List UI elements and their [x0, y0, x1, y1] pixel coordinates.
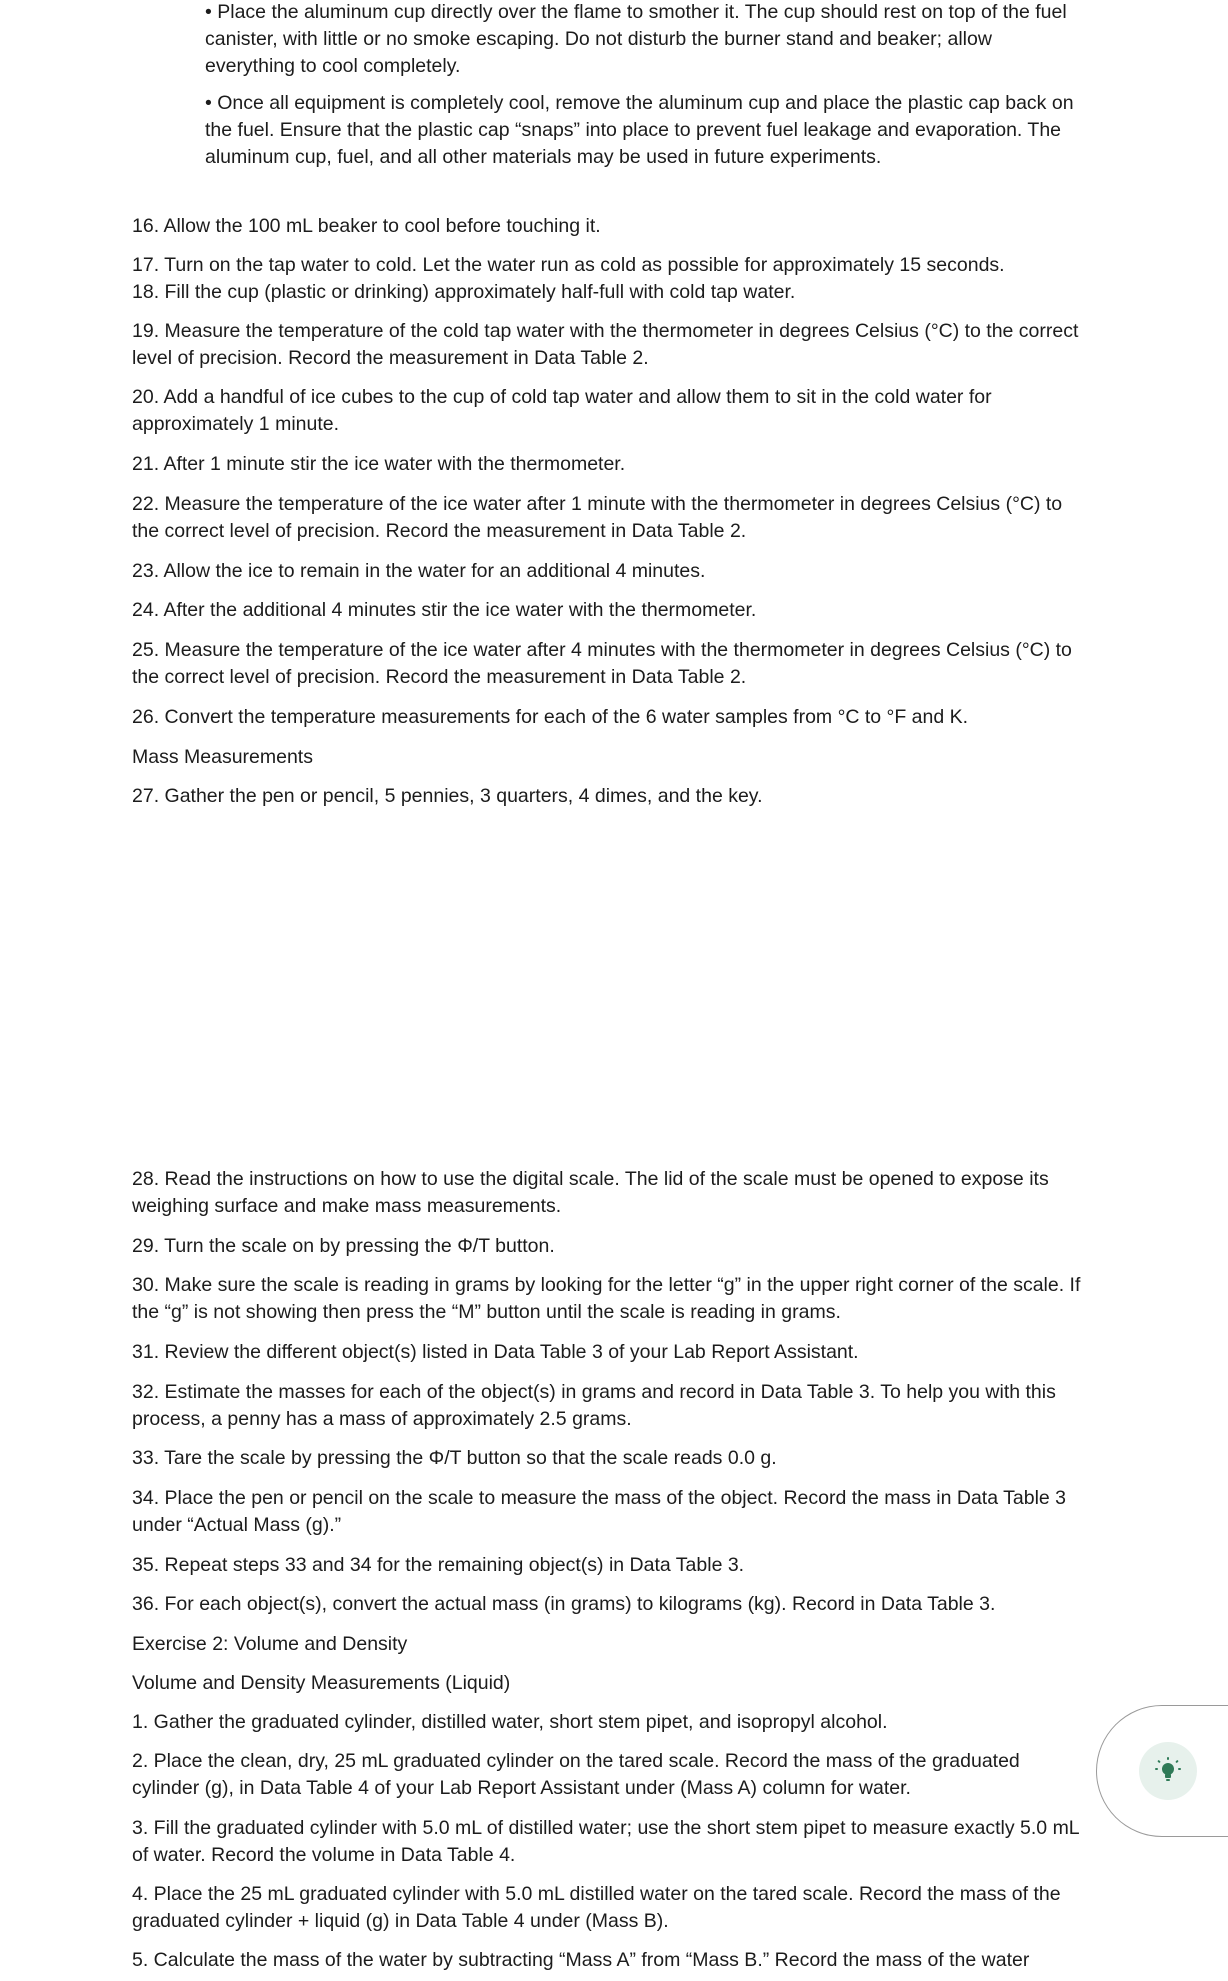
- step-27: 27. Gather the pen or pencil, 5 pennies, 3 quarters, 4 dimes, and the key.: [132, 785, 763, 807]
- step-18: 18. Fill the cup (plastic or drinking) approximately half-full with cold tap water.: [132, 281, 796, 303]
- step-29: 29. Turn the scale on by pressing the Φ/T button.: [132, 1235, 555, 1257]
- step-34: 34. Place the pen or pencil on the scale to measure the mass of the object. Record the mass in Data Table 3 under “Actual Mass (g).”: [132, 1487, 1067, 1536]
- step-30: 30. Make sure the scale is reading in grams by looking for the letter “g” in the upper right corner of the scale. If the “g” is not showing then press the “M” button until the scale is reading in grams.: [132, 1274, 1081, 1323]
- lightbulb-icon: [1153, 1756, 1183, 1786]
- step-24: 24. After the additional 4 minutes stir the ice water with the thermometer.: [132, 599, 757, 621]
- step-28: 28. Read the instructions on how to use the digital scale. The lid of the scale must be opened to expose its weighing surface and make mass measurements.: [132, 1168, 1049, 1217]
- step-36: 36. For each object(s), convert the actual mass (in grams) to kilograms (kg). Record in Data Table 3.: [132, 1593, 996, 1615]
- step-20: 20. Add a handful of ice cubes to the cup of cold tap water and allow them to sit in the cold water for approximately 1 minute.: [132, 386, 992, 435]
- step-21: 21. After 1 minute stir the ice water with the thermometer.: [132, 453, 626, 475]
- mass-measurements-heading: Mass Measurements: [132, 746, 313, 768]
- step-32: 32. Estimate the masses for each of the object(s) in grams and record in Data Table 3. To help you with this process, a penny has a mass of approximately 2.5 grams.: [132, 1381, 1056, 1430]
- exercise-2-step-5: 5. Calculate the mass of the water by subtracting “Mass A” from “Mass B.” Record the mass of the water: [132, 1949, 1030, 1971]
- bullet-smother-flame: • Place the aluminum cup directly over the flame to smother it. The cup should rest on top of the fuel canister, with little or no smoke escaping. Do not disturb the burner stand and beaker; allow everything to cool completely.: [205, 1, 1067, 77]
- step-17: 17. Turn on the tap water to cold. Let the water run as cold as possible for approximately 15 seconds.: [132, 254, 1005, 276]
- exercise-2-step-3: 3. Fill the graduated cylinder with 5.0 mL of distilled water; use the short stem pipet to measure exactly 5.0 mL of water. Record the volume in Data Table 4.: [132, 1817, 1079, 1866]
- step-22: 22. Measure the temperature of the ice water after 1 minute with the thermometer in degrees Celsius (°C) to the correct level of precision. Record the measurement in Data Table 2.: [132, 493, 1063, 542]
- step-35: 35. Repeat steps 33 and 34 for the remaining object(s) in Data Table 3.: [132, 1554, 745, 1576]
- exercise-2-step-2: 2. Place the clean, dry, 25 mL graduated cylinder on the tared scale. Record the mass of the graduated cylinder (g), in Data Table 4 of your Lab Report Assistant under (Mass A) column for water.: [132, 1750, 1020, 1799]
- step-19: 19. Measure the temperature of the cold tap water with the thermometer in degrees Celsius (°C) to the correct level of precision. Record the measurement in Data Table 2.: [132, 320, 1079, 369]
- exercise-2-step-1: 1. Gather the graduated cylinder, distilled water, short stem pipet, and isopropyl alcohol.: [132, 1711, 888, 1733]
- step-23: 23. Allow the ice to remain in the water for an additional 4 minutes.: [132, 560, 706, 582]
- hint-button[interactable]: [1139, 1742, 1197, 1800]
- step-26: 26. Convert the temperature measurements for each of the 6 water samples from °C to °F and K.: [132, 706, 969, 728]
- step-33: 33. Tare the scale by pressing the Φ/T button so that the scale reads 0.0 g.: [132, 1447, 777, 1469]
- step-16: 16. Allow the 100 mL beaker to cool before touching it.: [132, 215, 601, 237]
- step-31: 31. Review the different object(s) listed in Data Table 3 of your Lab Report Assistant.: [132, 1341, 859, 1363]
- exercise-2-step-4: 4. Place the 25 mL graduated cylinder with 5.0 mL distilled water on the tared scale. Record the mass of the graduated cylinder + liquid (g) in Data Table 4 under (Mass B).: [132, 1883, 1061, 1932]
- step-25: 25. Measure the temperature of the ice water after 4 minutes with the thermometer in degrees Celsius (°C) to the correct level of precision. Record the measurement in Data Table 2.: [132, 639, 1072, 688]
- volume-density-heading: Volume and Density Measurements (Liquid): [132, 1672, 511, 1694]
- exercise-2-heading: Exercise 2: Volume and Density: [132, 1633, 408, 1655]
- bullet-replace-cap: • Once all equipment is completely cool, remove the aluminum cup and place the plastic cap back on the fuel. Ensure that the plastic cap “snaps” into place to prevent fuel leakage and evaporation. The aluminum cup, fuel, and all other materials may be used in future experiments.: [205, 92, 1074, 168]
